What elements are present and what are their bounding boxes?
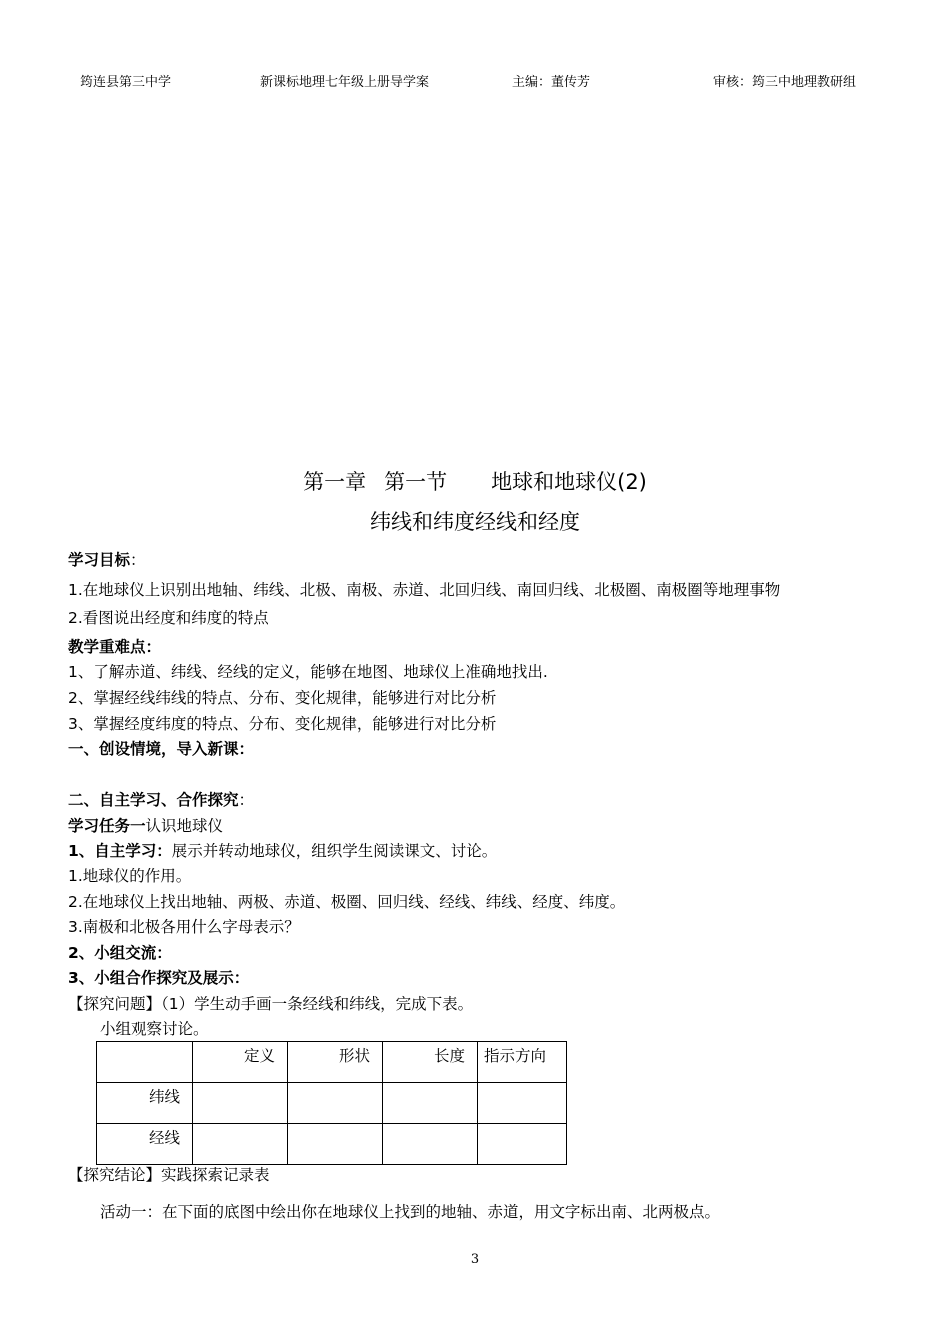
table-row — [97, 1083, 567, 1124]
task-label: 学习任务一 — [68, 817, 146, 835]
step1-line — [68, 839, 497, 861]
table-header-cell: 形状 — [288, 1042, 383, 1083]
step2-heading: 2、小组交流： — [68, 944, 172, 962]
table-cell — [193, 1083, 288, 1124]
table-row-label: 纬线 — [97, 1083, 193, 1124]
observe-note: 小组观察讨论。 — [100, 1020, 209, 1038]
question-item: 1.地球仪的作用。 — [68, 867, 192, 885]
task-text: 认识地球仪 — [145, 817, 224, 835]
objective-item: 1.在地球仪上识别出地轴、纬线、北极、南极、赤道、北回归线、南回归线、北极圈、南极圈等地理事物 — [68, 581, 781, 599]
title-section: 第一节 — [384, 470, 448, 494]
table-cell — [478, 1083, 567, 1124]
title-chapter: 第一章 — [303, 470, 367, 494]
part1-heading: 一、创设情境，导入新课： — [68, 740, 255, 758]
question-item: 2.在地球仪上找出地轴、两极、赤道、极圈、回归线、经线、纬线、经度、纬度。 — [68, 893, 626, 911]
objectives-heading-line: 学习目标： — [68, 551, 146, 569]
header-editor: 主编：董传芳 — [512, 75, 591, 90]
observation-table — [96, 1041, 567, 1165]
step1-label: 1、自主学习： — [68, 842, 172, 860]
table-header-cell: 定义 — [193, 1042, 288, 1083]
header-reviewer: 审核：筠三中地理教研组 — [713, 75, 857, 90]
key-point-item: 3、掌握经度纬度的特点、分布、变化规律，能够进行对比分析 — [68, 715, 497, 733]
table-cell — [288, 1083, 383, 1124]
part2-heading-line: 二、自主学习、合作探究： — [68, 791, 255, 809]
question-item: 3.南极和北极各用什么字母表示？ — [68, 918, 300, 936]
table-cell — [478, 1124, 567, 1165]
table-header-row — [97, 1042, 567, 1083]
objectives-heading: 学习目标 — [68, 551, 131, 569]
task-line — [68, 814, 223, 836]
inquiry-conclusion: 【探究结论】实践探索记录表 — [68, 1166, 270, 1184]
table-header-cell: 长度 — [383, 1042, 478, 1083]
table-cell — [383, 1083, 478, 1124]
step3-heading: 3、小组合作探究及展示： — [68, 969, 250, 987]
table-row-label: 经线 — [97, 1124, 193, 1165]
table-cell — [288, 1124, 383, 1165]
title-topic: 地球和地球仪(2) — [491, 470, 647, 494]
table-cell — [193, 1124, 288, 1165]
inquiry-question: 【探究问题】（1）学生动手画一条经线和纬线，完成下表。 — [68, 995, 474, 1013]
key-point-item: 2、掌握经线纬线的特点、分布、变化规律，能够进行对比分析 — [68, 689, 497, 707]
page-number: 3 — [470, 1252, 480, 1267]
header-book: 新课标地理七年级上册导学案 — [260, 75, 430, 90]
activity-one: 活动一：在下面的底图中绘出你在地球仪上找到的地轴、赤道，用文字标出南、北两极点。 — [100, 1203, 721, 1221]
key-points-heading: 教学重难点： — [68, 638, 162, 656]
page-title — [0, 466, 950, 496]
table-cell — [383, 1124, 478, 1165]
key-point-item: 1、了解赤道、纬线、经线的定义，能够在地图、地球仪上准确地找出. — [68, 663, 548, 681]
table-header-cell — [97, 1042, 193, 1083]
part2-heading: 二、自主学习、合作探究 — [68, 791, 239, 809]
page-subtitle: 纬线和纬度经线和经度 — [370, 510, 580, 534]
header-school: 筠连县第三中学 — [80, 75, 172, 90]
step1-text: 展示并转动地球仪，组织学生阅读课文、讨论。 — [171, 842, 498, 860]
table-header-cell: 指示方向 — [478, 1042, 567, 1083]
table-row — [97, 1124, 567, 1165]
objective-item: 2.看图说出经度和纬度的特点 — [68, 609, 269, 627]
